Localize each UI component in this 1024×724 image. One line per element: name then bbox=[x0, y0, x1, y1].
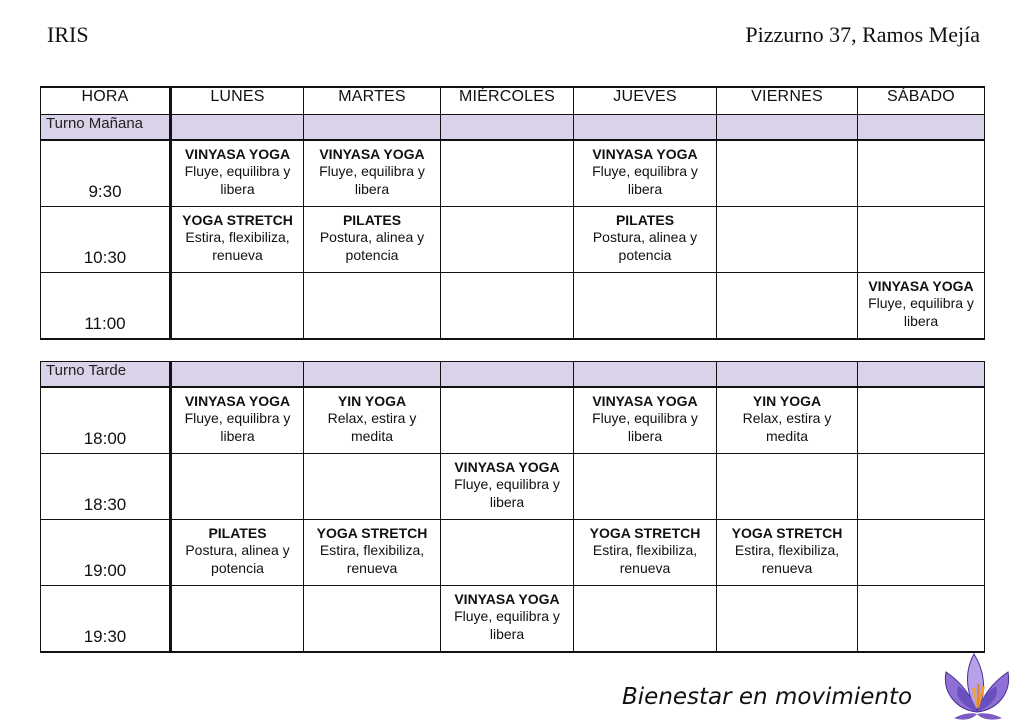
class-name: YOGA STRETCH bbox=[316, 525, 428, 541]
class-description: Postura, alinea y potencia bbox=[185, 542, 290, 576]
class-cell bbox=[171, 273, 304, 340]
column-header-viernes: VIERNES bbox=[717, 87, 858, 115]
class-description: Estira, flexibiliza, renueva bbox=[185, 229, 290, 263]
class-description: Fluye, equilibra y libera bbox=[592, 410, 698, 444]
class-description: Fluye, equilibra y libera bbox=[184, 163, 291, 197]
column-header-sabado: SÁBADO bbox=[858, 87, 985, 115]
class-cell bbox=[441, 454, 574, 520]
class-cell bbox=[858, 387, 985, 454]
time-cell: 11:00 bbox=[41, 273, 171, 340]
class-name: VINYASA YOGA bbox=[592, 146, 698, 162]
class-name: YOGA STRETCH bbox=[182, 212, 293, 228]
class-cell bbox=[858, 207, 985, 273]
class-cell bbox=[574, 207, 717, 273]
schedule-row bbox=[41, 454, 985, 520]
class-name: VINYASA YOGA bbox=[868, 278, 974, 294]
class-description: Fluye, equilibra y libera bbox=[319, 163, 425, 197]
class-name: PILATES bbox=[208, 525, 267, 541]
class-description: Fluye, equilibra y libera bbox=[592, 163, 698, 197]
schedule-row bbox=[41, 387, 985, 454]
class-cell bbox=[304, 454, 441, 520]
class-description: Fluye, equilibra y libera bbox=[454, 608, 560, 642]
class-description: Fluye, equilibra y libera bbox=[454, 476, 560, 510]
class-description: Estira, flexibiliza, renueva bbox=[592, 542, 698, 576]
class-name: YIN YOGA bbox=[752, 393, 822, 409]
class-cell bbox=[441, 140, 574, 207]
class-cell bbox=[304, 586, 441, 653]
class-description: Relax, estira y medita bbox=[742, 410, 832, 444]
class-cell bbox=[574, 586, 717, 653]
class-name: VINYASA YOGA bbox=[454, 459, 560, 475]
turno-label: Turno Tarde bbox=[41, 362, 171, 388]
class-cell bbox=[858, 140, 985, 207]
class-cell bbox=[441, 207, 574, 273]
class-description: Postura, alinea y potencia bbox=[319, 229, 425, 263]
time-cell: 9:30 bbox=[41, 140, 171, 207]
schedule-row bbox=[41, 140, 985, 207]
tagline: Bienestar en movimiento bbox=[622, 684, 913, 710]
class-description: Estira, flexibiliza, renueva bbox=[319, 542, 425, 576]
class-cell bbox=[171, 140, 304, 207]
column-header-lunes: LUNES bbox=[171, 87, 304, 115]
class-cell bbox=[441, 273, 574, 340]
header-row bbox=[41, 87, 985, 115]
class-cell bbox=[441, 586, 574, 653]
class-cell bbox=[574, 140, 717, 207]
column-header-miercoles: MIÉRCOLES bbox=[441, 87, 574, 115]
class-cell bbox=[858, 586, 985, 653]
class-name: VINYASA YOGA bbox=[184, 146, 291, 162]
class-cell bbox=[171, 454, 304, 520]
class-cell bbox=[717, 520, 858, 586]
class-cell bbox=[858, 273, 985, 340]
class-cell bbox=[171, 387, 304, 454]
class-cell bbox=[304, 520, 441, 586]
class-name: YIN YOGA bbox=[337, 393, 407, 409]
schedule-row bbox=[41, 520, 985, 586]
schedule-row bbox=[41, 586, 985, 653]
class-cell bbox=[858, 520, 985, 586]
time-cell: 19:00 bbox=[41, 520, 171, 586]
class-cell bbox=[717, 273, 858, 340]
morning-schedule-table bbox=[40, 86, 985, 340]
class-cell bbox=[717, 207, 858, 273]
column-header-hora: HORA bbox=[41, 87, 171, 115]
class-cell bbox=[574, 520, 717, 586]
column-header-martes: MARTES bbox=[304, 87, 441, 115]
turno-row bbox=[41, 115, 985, 141]
time-cell: 19:30 bbox=[41, 586, 171, 653]
class-name: YOGA STRETCH bbox=[589, 525, 701, 541]
class-cell bbox=[717, 586, 858, 653]
class-name: VINYASA YOGA bbox=[454, 591, 560, 607]
class-name: VINYASA YOGA bbox=[592, 393, 698, 409]
class-name: YOGA STRETCH bbox=[731, 525, 843, 541]
class-cell bbox=[304, 207, 441, 273]
time-cell: 18:00 bbox=[41, 387, 171, 454]
class-description: Fluye, equilibra y libera bbox=[184, 410, 291, 444]
time-cell: 10:30 bbox=[41, 207, 171, 273]
class-cell bbox=[171, 207, 304, 273]
class-cell bbox=[441, 520, 574, 586]
crocus-flower-icon bbox=[936, 650, 1018, 722]
class-description: Postura, alinea y potencia bbox=[592, 229, 698, 263]
class-name: PILATES bbox=[615, 212, 675, 228]
class-cell bbox=[441, 387, 574, 454]
brand-name: IRIS bbox=[47, 22, 89, 47]
schedule-row bbox=[41, 273, 985, 340]
class-description: Fluye, equilibra y libera bbox=[868, 295, 974, 329]
turno-label: Turno Mañana bbox=[41, 115, 171, 141]
turno-row bbox=[41, 362, 985, 388]
schedule-row bbox=[41, 207, 985, 273]
class-description: Relax, estira y medita bbox=[327, 410, 417, 444]
class-cell bbox=[858, 454, 985, 520]
class-name: PILATES bbox=[342, 212, 402, 228]
class-name: VINYASA YOGA bbox=[184, 393, 291, 409]
class-cell bbox=[717, 454, 858, 520]
class-cell bbox=[717, 387, 858, 454]
class-cell bbox=[304, 140, 441, 207]
time-cell: 18:30 bbox=[41, 454, 171, 520]
column-header-jueves: JUEVES bbox=[574, 87, 717, 115]
class-name: VINYASA YOGA bbox=[319, 146, 425, 162]
class-cell bbox=[171, 586, 304, 653]
afternoon-schedule-table bbox=[40, 361, 985, 653]
class-cell bbox=[574, 387, 717, 454]
class-cell bbox=[304, 387, 441, 454]
class-cell bbox=[171, 520, 304, 586]
address: Pizzurno 37, Ramos Mejía bbox=[745, 22, 980, 47]
class-cell bbox=[574, 454, 717, 520]
class-cell bbox=[717, 140, 858, 207]
class-cell bbox=[304, 273, 441, 340]
class-cell bbox=[574, 273, 717, 340]
class-description: Estira, flexibiliza, renueva bbox=[734, 542, 840, 576]
